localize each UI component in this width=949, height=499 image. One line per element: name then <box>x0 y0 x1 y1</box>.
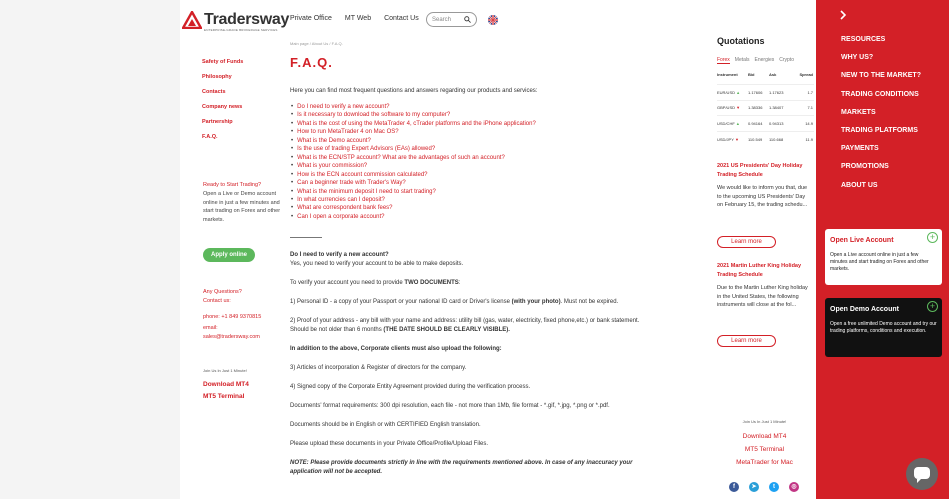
right-nav <box>841 36 921 200</box>
answer-para: 2) Proof of your address - any bill with your name and address: utility bill (gas, water, electricity, fixed phone,etc.) or bank statement. Should be not older than 6 months (THE DATE SHOULD BE CLEARLY VISIBLE). <box>290 318 640 333</box>
facebook-icon[interactable]: f <box>729 482 739 492</box>
faq-link[interactable]: • How is the ECN account commission calculated? <box>291 171 536 179</box>
logo-triangle-icon <box>182 11 202 29</box>
answer-para: Documents' format requirements: 300 dpi resolution, each file - not more than 1Mb, file format - *.gif, *.jpg, *.png or *.pdf. <box>290 403 610 409</box>
menu-item-why-us[interactable]: WHY US? <box>841 54 874 62</box>
news-title-2[interactable]: 2021 Martin Luther King Holiday Trading Schedule <box>717 263 802 278</box>
divider <box>290 237 322 238</box>
news-title-1[interactable]: 2021 US Presidents' Day Holiday Trading Schedule <box>717 163 803 178</box>
learn-more-button-2[interactable]: Learn more <box>717 335 776 347</box>
plus-icon[interactable]: + <box>927 232 938 243</box>
page-title: F.A.Q. <box>290 55 333 70</box>
answer-para: 1) Personal ID - a copy of your Passport or your national ID card or Driver's license (with your photo). Must not be expired. <box>290 299 619 305</box>
intro-text: Here you can find most frequent questions and answers regarding our products and services: <box>290 88 538 94</box>
menu-item-markets[interactable]: MARKETS <box>841 108 876 116</box>
contact-block <box>203 288 261 342</box>
card-title: Open Live Account <box>830 237 894 244</box>
sidebar-item-faq[interactable]: F.A.Q. <box>202 134 218 140</box>
email-label: email: <box>203 325 218 331</box>
logo-tagline: ENTERPRISE-GRADE BROKERAGE SERVICES <box>204 28 278 32</box>
faq-answer <box>290 251 650 487</box>
telegram-icon[interactable]: ➤ <box>749 482 759 492</box>
chevron-right-icon[interactable] <box>839 10 847 20</box>
open-live-account-card[interactable] <box>825 229 942 285</box>
metatrader-mac-link[interactable]: MetaTrader for Mac <box>736 459 793 466</box>
faq-link[interactable]: • Do I need to verify a new account? <box>291 103 536 111</box>
mt5-terminal-link-right[interactable]: MT5 Terminal <box>744 446 785 453</box>
ready-title: Ready to Start Trading? <box>203 182 262 188</box>
join-label-left: Join Us In Just 1 Minute! <box>203 368 247 373</box>
faq-link[interactable]: • What is the Demo account? <box>291 137 536 145</box>
tab-energies[interactable]: Energies <box>754 57 775 63</box>
quotes-table <box>717 72 814 146</box>
table-row[interactable]: GBP/USD ▼ 1.38336 1.38407 7.1 <box>717 100 814 116</box>
menu-item-payments[interactable]: PAYMENTS <box>841 145 879 153</box>
download-mt4-link-right[interactable]: Download MT4 <box>742 433 787 440</box>
card-text: Open a Live account online in just a few minutes and start trading on Forex and other markets. <box>830 252 929 272</box>
faq-link[interactable]: • Is the use of trading Expert Advisors (EAs) allowed? <box>291 145 536 153</box>
contact-us-label: Contact us: <box>203 298 231 304</box>
phone-link[interactable]: phone: +1 849 9370815 <box>203 314 262 320</box>
ready-to-trade-block <box>203 182 281 224</box>
faq-link[interactable]: • Is it necessary to download the software to my computer? <box>291 111 536 119</box>
answer-note: NOTE: Please provide documents strictly in line with the requirements mentioned above. In case of any inaccuracy your application will not be accepted. <box>290 460 633 475</box>
table-row[interactable]: EUR/USD ▲ 1.17606 1.17623 1.7 <box>717 84 814 100</box>
quotations-tabs <box>717 57 794 64</box>
ready-text: Open a Live or Demo account online in just a few minutes and start trading on Forex and other markets. <box>203 191 281 223</box>
left-gutter <box>0 0 180 499</box>
card-title: Open Demo Account <box>830 306 899 313</box>
nav-mt-web[interactable]: MT Web <box>344 15 372 22</box>
card-text: Open a free unlimited Demo account and try our trading platforms, conditions and execution. <box>830 321 937 334</box>
left-sidebar-nav <box>202 58 243 148</box>
chat-icon <box>914 467 930 479</box>
logo[interactable] <box>182 11 289 32</box>
breadcrumb[interactable]: Main page / About Us / F.A.Q. <box>290 41 343 46</box>
logo-wordmark: Tradersway <box>204 11 290 28</box>
apply-online-button[interactable]: Apply online <box>203 248 255 262</box>
quotes-header-row: Instrument Bid Ask Spread <box>717 72 813 77</box>
mt5-terminal-link-left[interactable]: MT5 Terminal <box>203 393 245 400</box>
social-links <box>729 482 799 492</box>
answer-question: Do I need to verify a new account? <box>290 252 389 258</box>
faq-link[interactable]: • Can I open a corporate account? <box>291 213 536 221</box>
faq-link[interactable]: • What is the ECN/STP account? What are the advantages of such an account? <box>291 154 536 162</box>
plus-icon[interactable]: + <box>927 301 938 312</box>
answer-para: 4) Signed copy of the Corporate Entity Agreement provided during the verification process. <box>290 384 531 390</box>
table-row[interactable]: USD/JPY ▼ 110.549 110.668 11.9 <box>717 131 814 147</box>
answer-para: 3) Articles of incorporation & Register of directors for the company. <box>290 365 467 371</box>
news-text-1: We would like to inform you that, due to the upcoming US Presidents' Day on February 15, the trading schedu... <box>717 185 808 208</box>
any-questions-label: Any Questions? <box>203 289 242 295</box>
faq-link[interactable]: • What is your commission? <box>291 162 536 170</box>
faq-link[interactable]: • What is the minimum deposit I need to start trading? <box>291 188 536 196</box>
down-arrow-icon: ▼ <box>734 136 739 142</box>
faq-link[interactable]: • How to run MetaTrader 4 on Mac OS? <box>291 128 536 136</box>
answer-para: In addition to the above, Corporate clients must also upload the following: <box>290 346 502 352</box>
menu-item-resources[interactable]: RESOURCES <box>841 36 886 43</box>
answer-para: Please upload these documents in your Private Office/Profile/Upload Files. <box>290 441 488 447</box>
chat-button[interactable] <box>906 458 938 490</box>
open-demo-account-card[interactable] <box>825 298 942 357</box>
search-input[interactable] <box>426 12 477 27</box>
twitter-icon[interactable]: t <box>769 482 779 492</box>
sidebar-item-safety-of-funds[interactable]: Safety of Funds <box>202 59 244 65</box>
sidebar-item-philosophy[interactable]: Philosophy <box>202 74 232 80</box>
down-arrow-icon: ▼ <box>736 105 741 111</box>
sidebar-item-company-news[interactable]: Company news <box>202 104 243 110</box>
faq-link[interactable]: • Can a beginner trade with Trader's Way? <box>291 179 536 187</box>
email-link[interactable]: sales@tradersway.com <box>203 334 260 340</box>
uk-flag-icon[interactable] <box>488 15 498 25</box>
tab-metals[interactable]: Metals <box>734 57 750 63</box>
answer-text: Yes, you need to verify your account to be able to make deposits. <box>290 261 464 267</box>
up-arrow-icon: ▲ <box>736 89 741 95</box>
download-mt4-link-left[interactable]: Download MT4 <box>203 381 249 388</box>
quotations-title: Quotations <box>717 36 765 46</box>
faq-question-list <box>291 103 536 221</box>
menu-item-new-to-market[interactable]: NEW TO THE MARKET? <box>841 72 921 80</box>
faq-link[interactable]: • What are correspondent bank fees? <box>291 204 536 212</box>
faq-link[interactable]: • In what currencies can I deposit? <box>291 196 536 204</box>
menu-item-promotions[interactable]: PROMOTIONS <box>841 163 889 171</box>
menu-item-trading-conditions[interactable]: TRADING CONDITIONS <box>841 90 919 98</box>
up-arrow-icon: ▲ <box>735 120 740 126</box>
answer-para: Documents should be in English or with CERTIFIED English translation. <box>290 422 481 428</box>
join-label-right: Join Us In Just 1 Minute! <box>742 419 787 424</box>
tab-forex[interactable]: Forex <box>717 57 730 63</box>
nav-contact-us[interactable]: Contact Us <box>384 15 419 22</box>
search-placeholder: Search <box>432 16 452 23</box>
learn-more-button-1[interactable]: Learn more <box>717 236 776 248</box>
menu-item-trading-platforms[interactable]: TRADING PLATFORMS <box>841 126 918 134</box>
sidebar-item-contacts[interactable]: Contacts <box>202 89 226 95</box>
nav-private-office[interactable]: Private Office <box>290 15 332 22</box>
downloads-right <box>713 430 816 469</box>
downloads-left <box>203 379 249 403</box>
instagram-icon[interactable]: ◎ <box>789 482 799 492</box>
table-row[interactable]: USD/CHF ▲ 0.94164 0.94313 14.9 <box>717 115 814 131</box>
news-text-2: Due to the Martin Luther King holiday in the United States, the following instruments will close at the fol... <box>717 285 808 308</box>
tab-crypto[interactable]: Crypto <box>779 57 794 63</box>
answer-para: To verify your account you need to provide TWO DOCUMENTS: <box>290 280 461 286</box>
top-nav <box>290 15 419 22</box>
sidebar-item-partnership[interactable]: Partnership <box>202 119 233 125</box>
menu-item-about-us[interactable]: ABOUT US <box>841 181 878 189</box>
search-icon[interactable] <box>464 16 471 23</box>
faq-link[interactable]: • What is the cost of using the MetaTrader 4, cTrader platforms and the iPhone application? <box>291 120 536 128</box>
